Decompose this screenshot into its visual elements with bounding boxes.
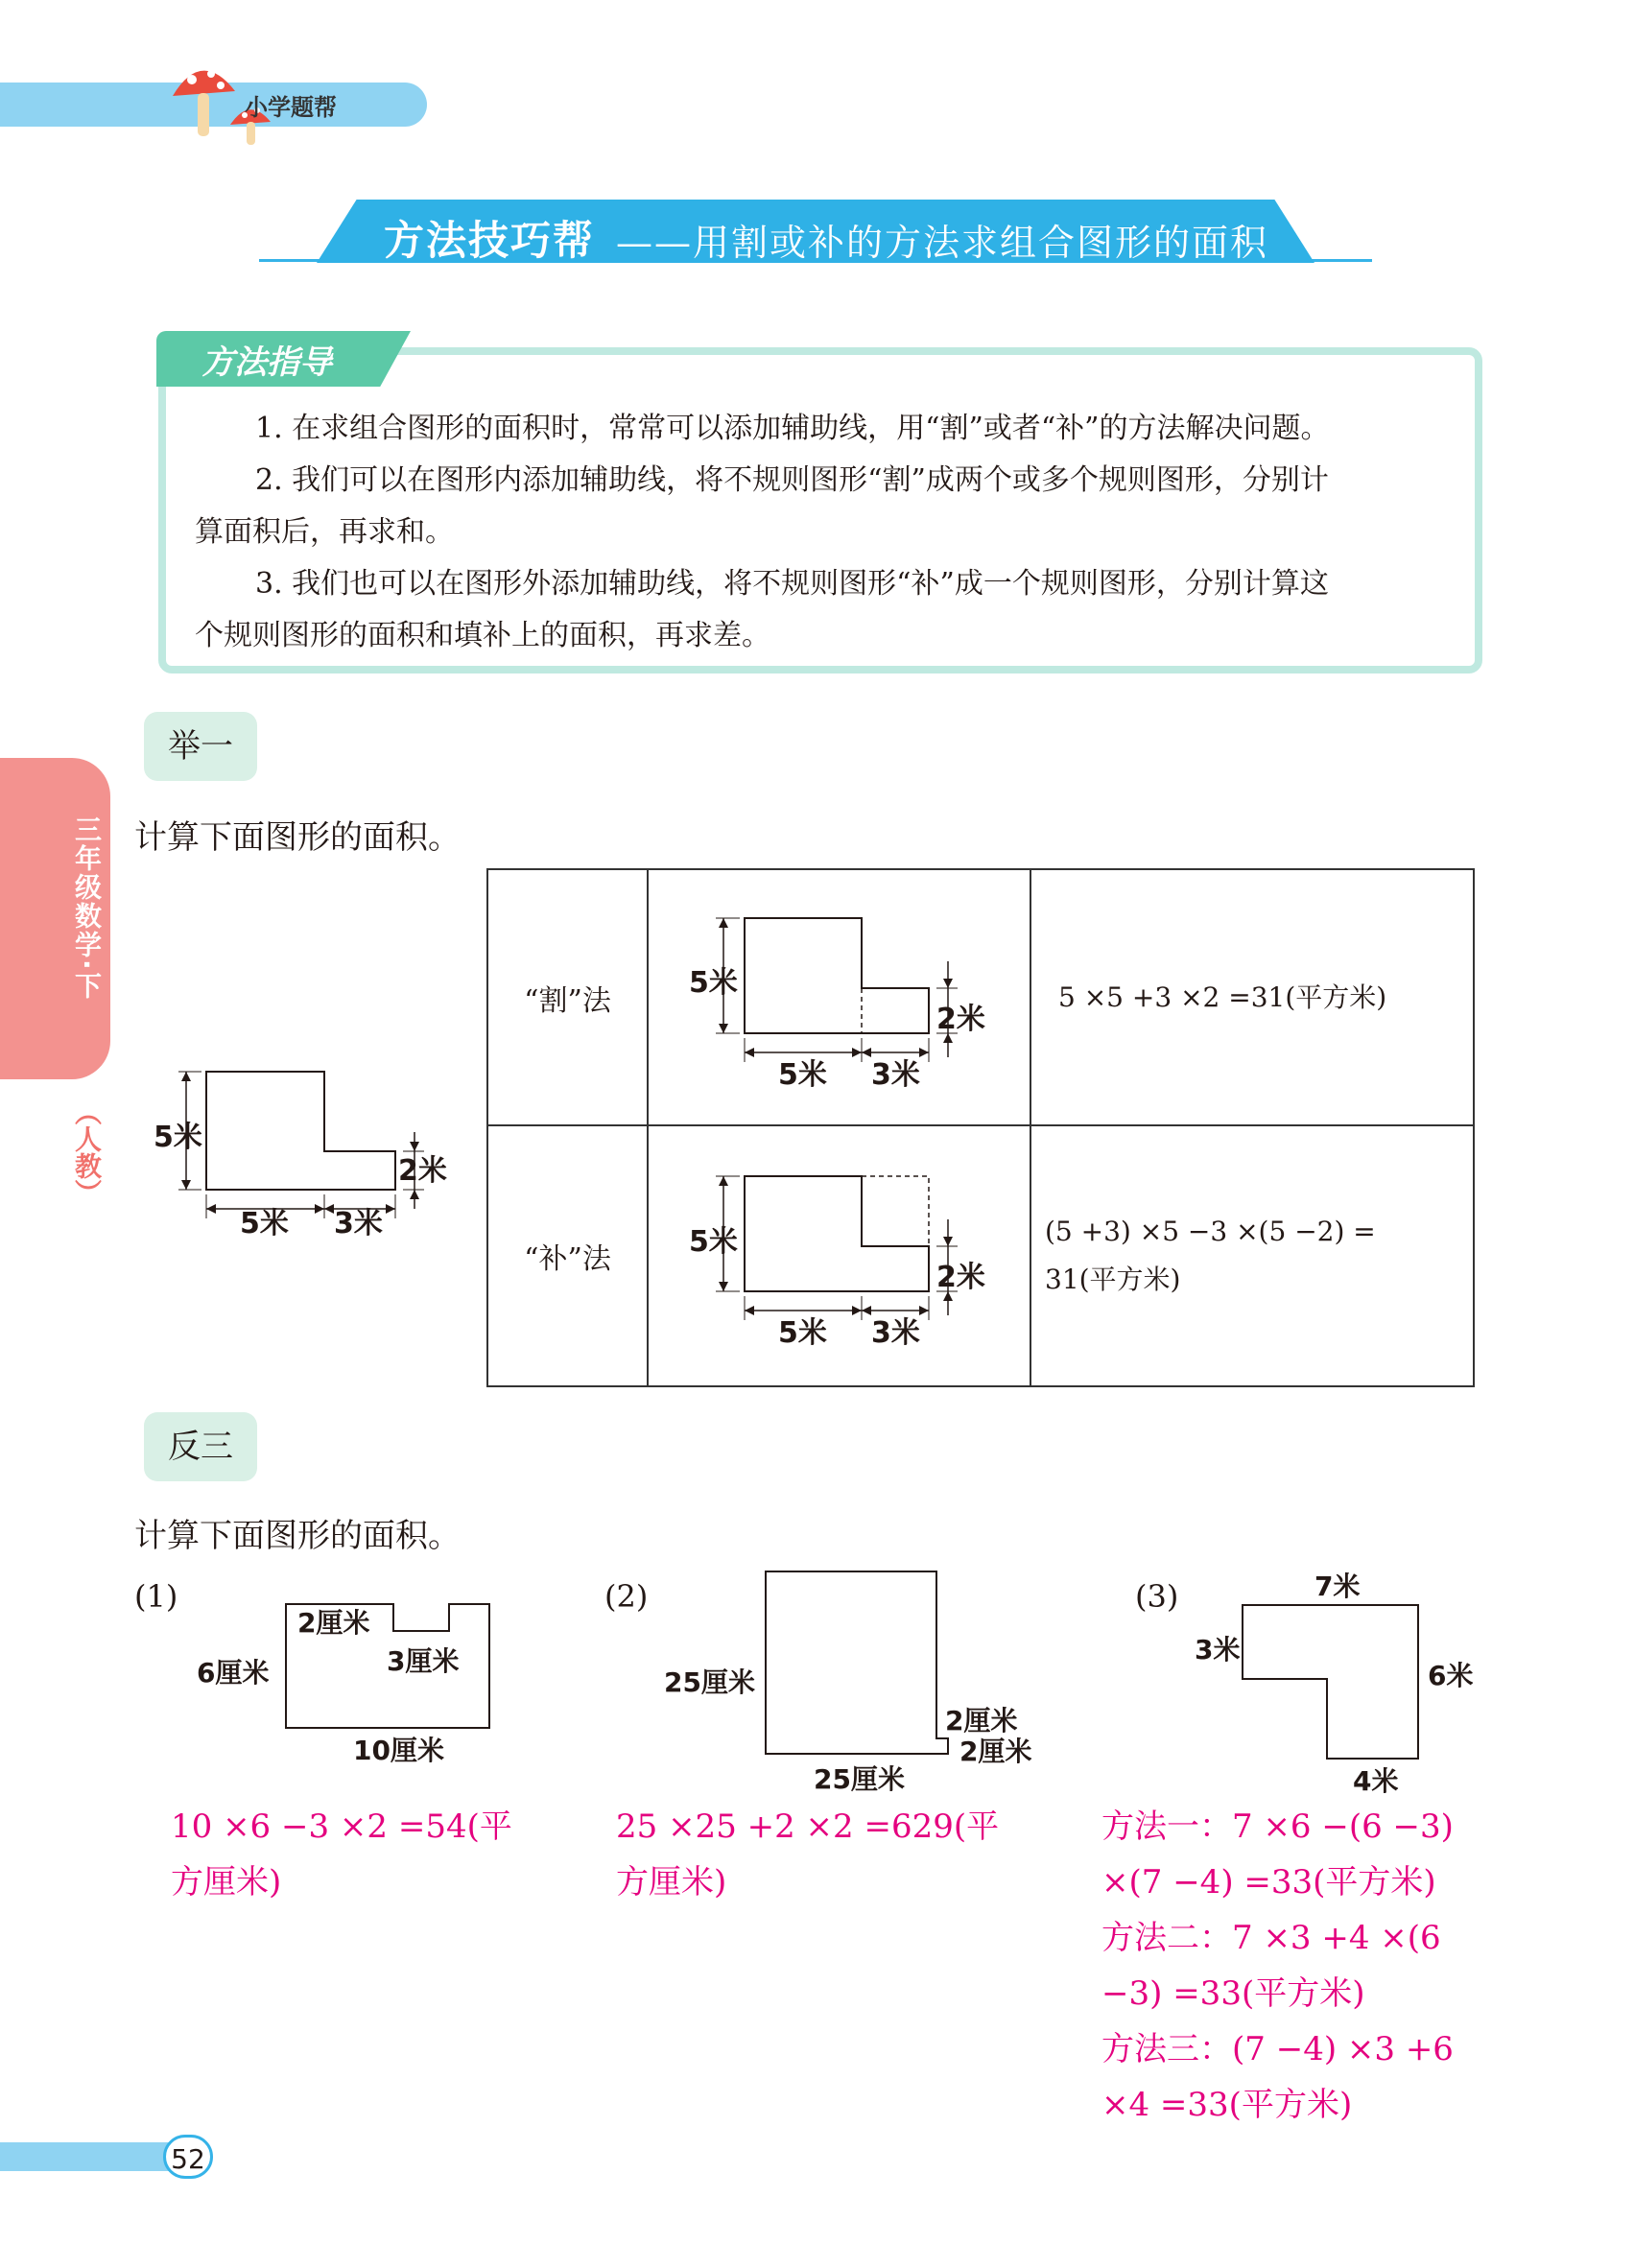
q1-answer-line-2: 方厘米) — [171, 1863, 282, 1902]
practice-tag: 反三 — [144, 1412, 257, 1481]
example-figure-height-left: 5米 — [154, 1121, 202, 1154]
q3-answer-line-3: 方法二：7 ×3 +4 ×(6 — [1101, 1919, 1441, 1957]
guide-line-1: 1. 在求组合图形的面积时，常常可以添加辅助线，用“割”或者“补”的方法解决问题。 — [255, 412, 1330, 445]
fill-figure-height-right: 2米 — [936, 1261, 985, 1294]
title-sub: ——用割或补的方法求组合图形的面积 — [616, 222, 1269, 264]
guide-line-3: 算面积后，再求和。 — [195, 515, 454, 549]
q2-answer-line-2: 方厘米) — [616, 1863, 727, 1902]
q3-figure — [1233, 1597, 1444, 1770]
guide-line-2: 2. 我们可以在图形内添加辅助线，将不规则图形“割”成两个或多个规则图形，分别计 — [255, 463, 1329, 497]
q3-answer-line-5: 方法三：(7 −4) ×3 +6 — [1101, 2030, 1454, 2068]
q2-height: 25厘米 — [664, 1666, 755, 1698]
example-tag: 举一 — [144, 712, 257, 781]
fill-formula-line-2: 31(平方米) — [1045, 1264, 1181, 1295]
cut-formula: 5 ×5 +3 ×2 =31(平方米) — [1030, 869, 1474, 1125]
fill-formula-line-1: (5 +3) ×5 −3 ×(5 −2) = — [1045, 1216, 1376, 1247]
example-figure-width-left: 5米 — [240, 1207, 289, 1240]
q1-bottom: 10厘米 — [353, 1735, 444, 1766]
q2-number: (2) — [604, 1578, 649, 1615]
q3-left: 3米 — [1195, 1634, 1241, 1666]
q3-top: 7米 — [1314, 1571, 1361, 1602]
example-table — [486, 868, 1475, 1387]
q2-step-width: 2厘米 — [945, 1705, 1018, 1736]
q2-bottom: 25厘米 — [814, 1763, 905, 1795]
q2-answer-line-1: 25 ×25 +2 ×2 =629(平 — [616, 1807, 1000, 1846]
fill-figure-width-left: 5米 — [778, 1316, 827, 1350]
practice-prompt: 计算下面图形的面积。 — [134, 1517, 461, 1555]
guide-line-5: 个规则图形的面积和填补上的面积，再求差。 — [195, 619, 770, 652]
q1-height: 6厘米 — [197, 1657, 270, 1689]
q1-notch-depth: 3厘米 — [387, 1645, 460, 1677]
q3-bottom: 4米 — [1353, 1765, 1399, 1797]
q1-notch-width: 2厘米 — [297, 1607, 370, 1639]
cut-figure-height-right: 2米 — [936, 1003, 985, 1036]
cut-figure-height-left: 5米 — [689, 966, 738, 1000]
q3-answer-line-6: ×4 =33(平方米) — [1101, 2086, 1353, 2124]
side-tab-grade: 三年级数学·下 — [71, 815, 103, 1001]
page-number: 52 — [163, 2135, 213, 2179]
q1-answer-line-1: 10 ×6 −3 ×2 =54(平 — [171, 1807, 512, 1846]
fill-figure-cell — [648, 1125, 1030, 1386]
q2-step-height: 2厘米 — [959, 1736, 1032, 1767]
q3-answer-line-4: −3) =33(平方米) — [1101, 1974, 1365, 2013]
guide-line-4: 3. 我们也可以在图形外添加辅助线，将不规则图形“补”成一个规则图形，分别计算这 — [255, 567, 1329, 601]
example-figure-width-right: 3米 — [334, 1207, 383, 1240]
q3-right: 6米 — [1428, 1660, 1474, 1691]
fill-figure-width-right: 3米 — [871, 1316, 920, 1350]
cut-figure-cell — [648, 869, 1030, 1125]
fill-figure-height-left: 5米 — [689, 1225, 738, 1259]
header-label: 小学题帮 — [245, 94, 337, 121]
q3-answer-line-1: 方法一：7 ×6 −(6 −3) — [1101, 1807, 1454, 1846]
fill-formula-cell — [1030, 1125, 1474, 1386]
method-guide-tag-text: 方法指导 — [201, 343, 332, 382]
q3-answer-line-2: ×(7 −4) =33(平方米) — [1101, 1863, 1436, 1902]
q2-figure — [758, 1564, 969, 1765]
q1-number: (1) — [134, 1578, 178, 1615]
example-prompt: 计算下面图形的面积。 — [134, 818, 461, 857]
cut-method-label: “割”法 — [487, 869, 648, 1125]
cut-figure-width-left: 5米 — [778, 1058, 827, 1092]
side-tab-edition: （人教） — [71, 1099, 103, 1206]
cut-figure-width-right: 3米 — [871, 1058, 920, 1092]
example-figure-height-right: 2米 — [398, 1154, 447, 1188]
fill-method-label: “补”法 — [487, 1125, 648, 1386]
q3-number: (3) — [1135, 1578, 1179, 1615]
title-main: 方法技巧帮 — [384, 217, 596, 264]
